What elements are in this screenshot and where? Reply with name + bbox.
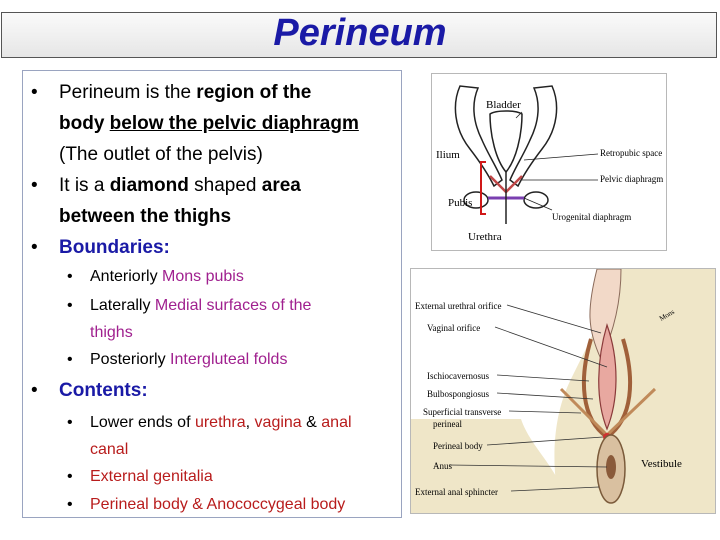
text: Posteriorly <box>90 351 171 368</box>
label-vaginal-orifice: Vaginal orifice <box>427 323 481 333</box>
bullet-glyph: • <box>67 268 73 285</box>
contents-heading: Contents: <box>59 380 148 401</box>
text: Laterally <box>90 297 155 314</box>
text-highlight: Intergluteal folds <box>170 351 288 368</box>
label-urogenital: Urogenital diaphragm <box>552 212 632 222</box>
label-ischiocavernosus: Ischiocavernosus <box>427 371 489 381</box>
text-red: urethra <box>194 414 246 431</box>
text: (The outlet of the pelvis) <box>59 144 263 165</box>
label-bulbospongiosus: Bulbospongiosus <box>427 389 490 399</box>
bullet-glyph: • <box>67 468 73 485</box>
label-pelvic-diaphragm: Pelvic diaphragm <box>600 174 664 184</box>
text-red: anal <box>321 414 352 431</box>
label-pubis: Pubis <box>448 197 473 209</box>
bullet-glyph: • <box>31 237 38 258</box>
text-highlight: Mons pubis <box>162 268 244 285</box>
text-bold: area <box>261 175 301 196</box>
label-anus: Anus <box>433 461 453 471</box>
anus-shape <box>606 455 616 479</box>
sub-bullet-genitalia <box>67 463 213 490</box>
label-external-anal-sphincter: External anal sphincter <box>415 487 498 497</box>
bullet-shape <box>31 170 301 232</box>
label-mons: Mons <box>658 307 676 323</box>
female-perineum-figure <box>410 268 716 514</box>
female-perineum-illustration <box>411 269 715 513</box>
bullet-glyph: • <box>67 297 73 314</box>
bullet-contents <box>31 375 148 406</box>
bullet-boundaries <box>31 232 170 263</box>
text-red: canal <box>90 441 129 458</box>
leader-line <box>507 305 601 333</box>
label-ilium: Ilium <box>436 149 460 161</box>
bullet-glyph: • <box>67 351 73 368</box>
text-red: vagina <box>254 414 302 431</box>
text-bold: diamond <box>109 175 189 196</box>
label-perineal-body: Perineal body <box>433 441 483 451</box>
text: Anteriorly <box>90 268 163 285</box>
text-red: Perineal body & Anococcygeal body <box>90 496 346 513</box>
sub-bullet-perineal-body <box>67 491 346 518</box>
page-title: Perineum <box>273 12 447 54</box>
bullet-glyph: • <box>31 175 38 196</box>
bullet-glyph: • <box>67 414 73 431</box>
label-external-urethral-orifice: External urethral orifice <box>415 301 502 311</box>
bladder-shape <box>490 111 522 172</box>
bullet-glyph: • <box>67 496 73 513</box>
text: Lower ends of <box>90 414 195 431</box>
text: & <box>301 414 322 431</box>
text: shaped <box>188 175 262 196</box>
text-bold: body <box>59 113 110 134</box>
sub-bullet-lower-ends <box>67 409 352 463</box>
text-highlight: Medial surfaces of the <box>154 297 312 314</box>
label-urethra: Urethra <box>468 231 502 243</box>
label-vestibule: Vestibule <box>641 458 682 470</box>
label-superficial-transverse-perineal: perineal <box>433 419 462 429</box>
text: , <box>245 414 255 431</box>
boundaries-heading: Boundaries: <box>59 237 170 258</box>
label-retropubic: Retropubic space <box>600 148 663 158</box>
sub-bullet-laterally <box>67 292 312 346</box>
right-pubis-shape <box>524 192 548 208</box>
bullet-glyph: • <box>31 380 38 401</box>
pelvis-section-illustration <box>432 74 666 250</box>
text-bold: between the thighs <box>59 206 232 227</box>
text-underlined: below the pelvic diaphragm <box>109 113 359 134</box>
bullet-definition <box>31 77 359 170</box>
text: It is a <box>59 175 110 196</box>
text-bold: region of the <box>196 82 312 103</box>
label-bladder: Bladder <box>486 99 521 111</box>
text-red: External genitalia <box>90 468 213 485</box>
text-highlight: thighs <box>90 324 133 341</box>
label-superficial-transverse: Superficial transverse <box>423 407 502 417</box>
sub-bullet-anteriorly <box>67 263 244 290</box>
pelvis-section-figure <box>431 73 667 251</box>
text: Perineum is the <box>59 82 197 103</box>
bullet-glyph: • <box>31 82 38 103</box>
content-box <box>22 70 402 518</box>
sub-bullet-posteriorly <box>67 346 288 373</box>
